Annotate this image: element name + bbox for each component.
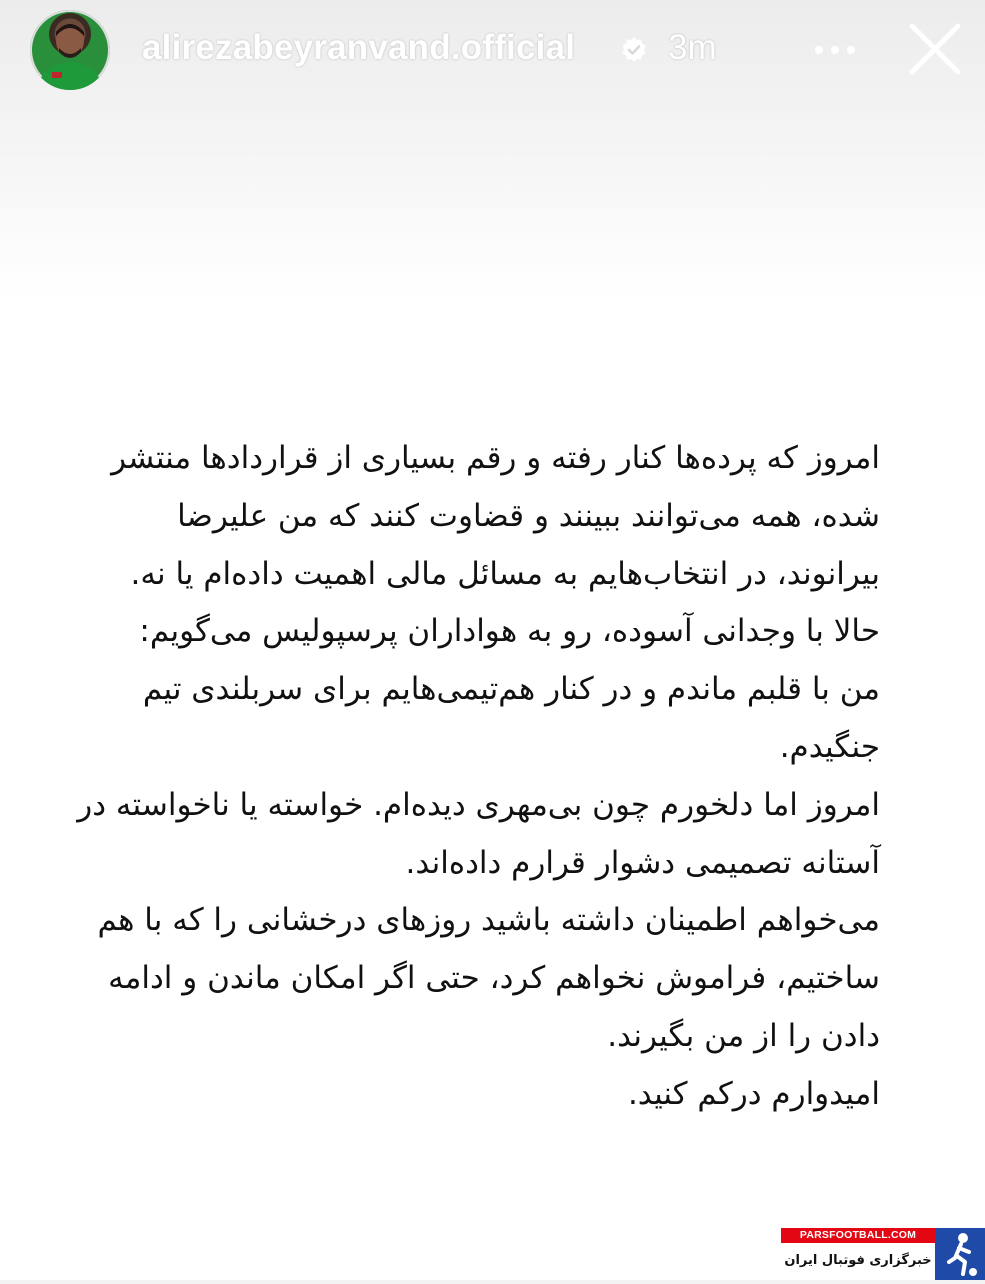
parsfootball-watermark [779,1228,985,1280]
paragraph-5: می‌خواهم اطمینان داشته باشید روزهای درخشانی را که با هم ساختیم، فراموش نخواهم کرد، حتی اگر امکان ماندن و ادامه دادن را از من بگیرند. [97,902,880,1054]
paragraph-3: من با قلبم ماندم و در کنار هم‌تیمی‌هایم برای سربلندی تیم جنگیدم. [142,671,880,765]
post-time: 3m [668,28,717,67]
avatar-portrait-icon [30,10,110,90]
story-header [0,0,985,100]
paragraph-2: حالا با وجدانی آسوده، رو به هواداران پرسپولیس می‌گویم: [139,613,880,650]
close-icon[interactable] [906,20,964,78]
more-options-button[interactable] [810,30,860,70]
more-dots-icon [813,44,857,56]
paragraph-6: امیدوارم درکم کنید. [627,1075,880,1112]
verified-badge-icon [620,36,648,64]
paragraph-4: امروز اما دلخورم چون بی‌مهری دیده‌ام. خواسته یا ناخواسته در آستانه تصمیمی دشوار قرارم داده‌اند. [77,786,880,881]
watermark-site: PARSFOOTBALL.COM [781,1228,935,1243]
watermark-tagline: خبرگزاری فوتبال ایران [781,1243,935,1278]
username[interactable]: alirezabeyranvand.official [142,28,576,67]
watermark-logo-icon [935,1228,985,1280]
paragraph-1: امروز که پرده‌ها کنار رفته و رقم بسیاری از قراردادها منتشر شده، همه می‌توانند ببینند و قضاوت کنند که من علیرضا بیرانوند، در انتخاب‌هایم به مسائل مالی اهمیت داده‌ام یا نه. [111,440,880,592]
story-text-content [70,430,880,1124]
profile-avatar[interactable] [30,10,110,90]
